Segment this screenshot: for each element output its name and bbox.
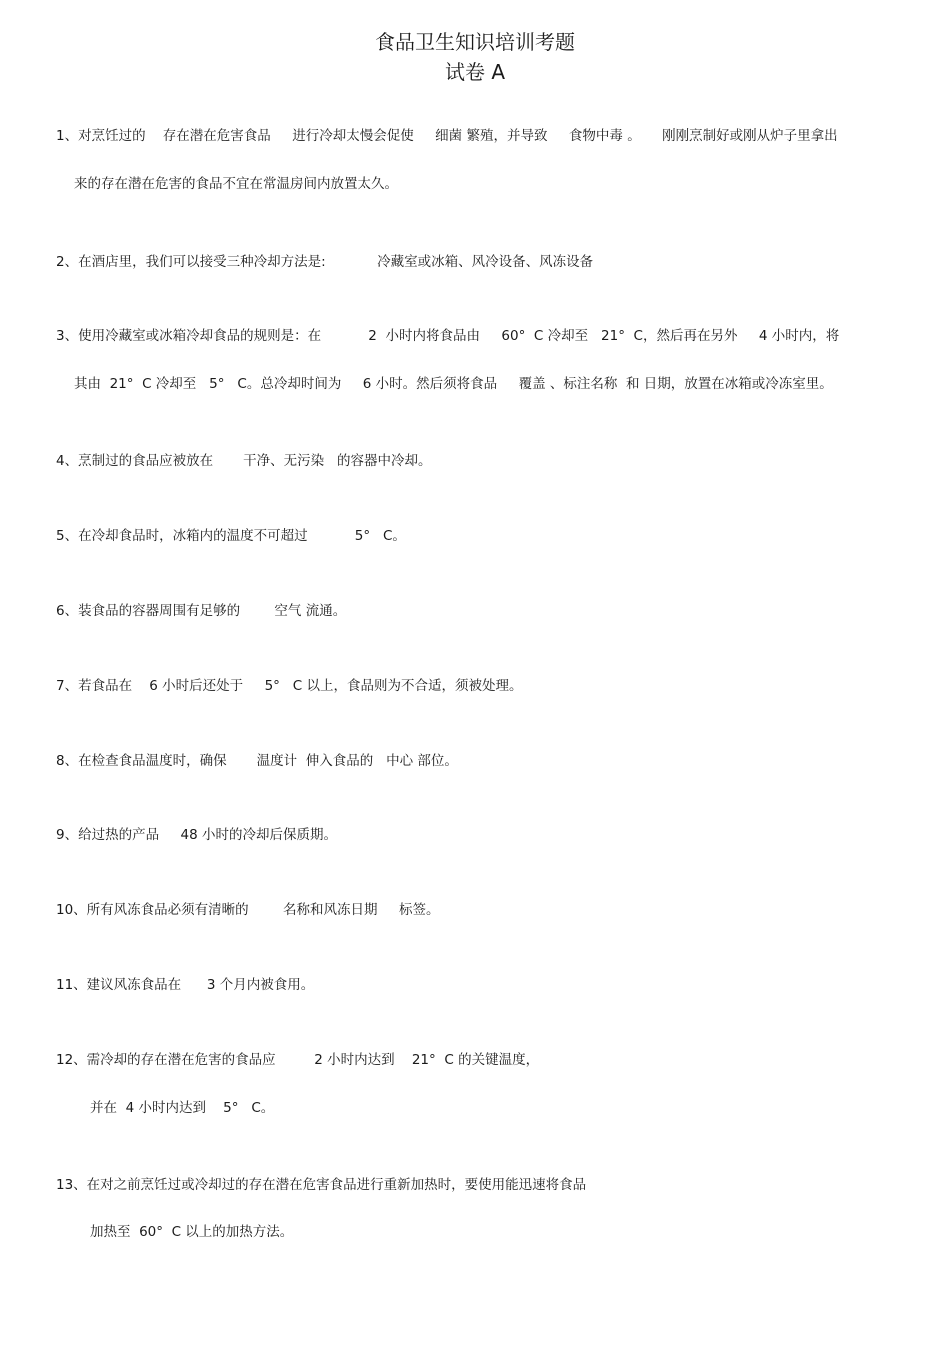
question-3-line-1: 3、使用冷藏室或冰箱冷却食品的规则是：在 2 小时内将食品由 60° C 冷却至 21° C，然后再在另外 4 小时内，将 bbox=[56, 328, 840, 344]
question-8-line-1: 8、在检查食品温度时，确保 温度计 伸入食品的 中心 部位。 bbox=[56, 753, 458, 769]
question-6-line-1: 6、装食品的容器周围有足够的 空气 流通。 bbox=[56, 603, 347, 619]
question-2-line-1: 2、在酒店里，我们可以接受三种冷却方法是: 冷藏室或冰箱、风冷设备、风冻设备 bbox=[56, 254, 594, 270]
question-12-line-2: 并在 4 小时内达到 5° C。 bbox=[90, 1100, 275, 1116]
question-5-line-1: 5、在冷却食品时，冰箱内的温度不可超过 5° C。 bbox=[56, 528, 406, 544]
question-1-line-1: 1、对烹饪过的 存在潜在危害食品 进行冷却太慢会促使 细菌 繁殖，并导致 食物中毒 。 刚刚烹制好或刚从炉子里拿出 bbox=[56, 128, 838, 144]
question-3-line-2: 其由 21° C 冷却至 5° C。总冷却时间为 6 小时。然后须将食品 覆盖 、标注名称 和 日期，放置在冰箱或冷冻室里。 bbox=[74, 376, 833, 392]
document-title: 食品卫生知识培训考题 bbox=[375, 30, 575, 54]
question-4-line-1: 4、烹制过的食品应被放在 干净、无污染 的容器中冷却。 bbox=[56, 453, 432, 469]
question-1-line-2: 来的存在潜在危害的食品不宜在常温房间内放置太久。 bbox=[74, 176, 398, 192]
question-13-line-2: 加热至 60° C 以上的加热方法。 bbox=[90, 1224, 294, 1240]
question-9-line-1: 9、给过热的产品 48 小时的冷却后保质期。 bbox=[56, 827, 338, 843]
question-12-line-1: 12、需冷却的存在潜在危害的食品应 2 小时内达到 21° C 的关键温度， bbox=[56, 1052, 540, 1068]
question-13-line-1: 13、在对之前烹饪过或冷却过的存在潜在危害食品进行重新加热时，要使用能迅速将食品 bbox=[56, 1177, 587, 1193]
document-subtitle: 试卷 A bbox=[444, 60, 506, 84]
question-11-line-1: 11、建议风冻食品在 3 个月内被食用。 bbox=[56, 977, 315, 993]
question-10-line-1: 10、所有风冻食品必须有清晰的 名称和风冻日期 标签。 bbox=[56, 902, 440, 918]
question-7-line-1: 7、若食品在 6 小时后还处于 5° C 以上，食品则为不合适，须被处理。 bbox=[56, 678, 523, 694]
